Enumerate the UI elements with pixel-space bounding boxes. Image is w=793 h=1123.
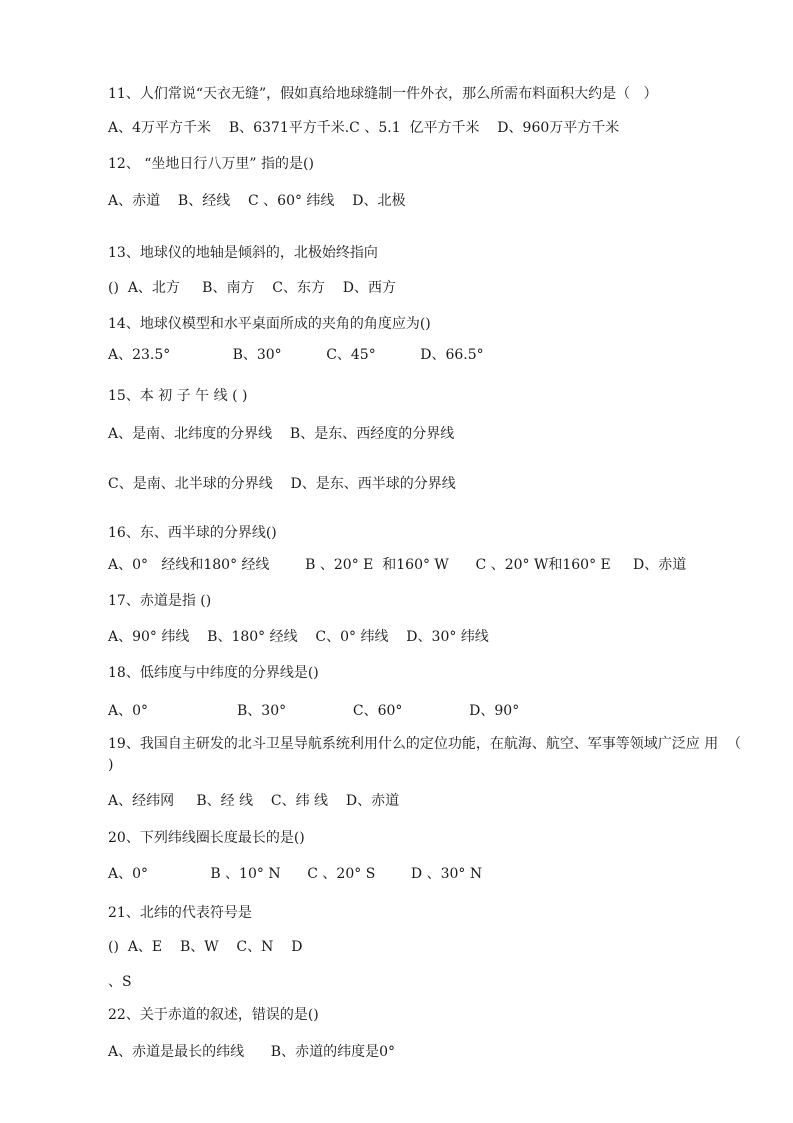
q13-stem: 13、地球仪的地轴是倾斜的，北极始终指向 xyxy=(108,245,378,261)
q11-stem: 11、人们常说“天衣无缝”，假如真给地球缝制一件外衣，那么所需布料面积大约是（ ） xyxy=(108,86,658,102)
q16-options: A、0° 经线和180° 经线 B 、20° E 和160° W C 、20° W和160° E D、赤道 xyxy=(108,557,687,573)
q22-stem: 22、关于赤道的叙述，错误的是() xyxy=(108,1007,319,1023)
q17-stem: 17、赤道是指 () xyxy=(108,593,212,609)
q12-options: A、赤道 B、经线 C 、60° 纬线 D、北极 xyxy=(108,193,406,209)
q17-options: A、90° 纬线 B、180° 经线 C、0° 纬线 D、30° 纬线 xyxy=(108,629,489,645)
q14-stem: 14、地球仪模型和水平桌面所成的夹角的角度应为() xyxy=(108,316,431,332)
q21-stem: 21、北纬的代表符号是 xyxy=(108,905,252,921)
q20-stem: 20、下列纬线圈长度最长的是() xyxy=(108,830,305,846)
q19-options: A、经纬网 B、经 线 C、纬 线 D、赤道 xyxy=(108,793,400,809)
q20-options: A、0° B 、10° N C 、20° S D 、30° N xyxy=(108,866,483,882)
q15-options-ab: A、是南、北纬度的分界线 B、是东、西经度的分界线 xyxy=(108,426,455,442)
q15-options-cd: C、是南、北半球的分界线 D、是东、西半球的分界线 xyxy=(108,476,456,492)
q18-options: A、0° B、30° C、60° D、90° xyxy=(108,703,520,719)
q14-options: A、23.5° B、30° C、45° D、66.5° xyxy=(108,347,484,363)
q12-stem: 12、 “坐地日行八万里” 指的是() xyxy=(108,156,314,172)
q16-stem: 16、东、西半球的分界线() xyxy=(108,525,277,541)
q21-options: () A、E B、W C、N D xyxy=(108,939,303,955)
q19-stem-cont: ) xyxy=(108,757,114,773)
q18-stem: 18、低纬度与中纬度的分界线是() xyxy=(108,665,319,681)
q15-stem: 15、本 初 子 午 线 ( ) xyxy=(108,388,248,404)
q11-options: A、4万平方千米 B、6371平方千米.C 、5.1 亿平方千米 D、960万平方千米 xyxy=(108,120,620,136)
q19-stem: 19、我国自主研发的北斗卫星导航系统利用什么的定位功能，在航海、航空、军事等领域广泛应 用 （ xyxy=(108,736,742,752)
q22-options: A、赤道是最长的纬线 B、赤道的纬度是0° xyxy=(108,1044,396,1060)
q13-options: () A、北方 B、南方 C、东方 D、西方 xyxy=(108,280,397,296)
q21-options-cont: 、S xyxy=(108,974,132,990)
